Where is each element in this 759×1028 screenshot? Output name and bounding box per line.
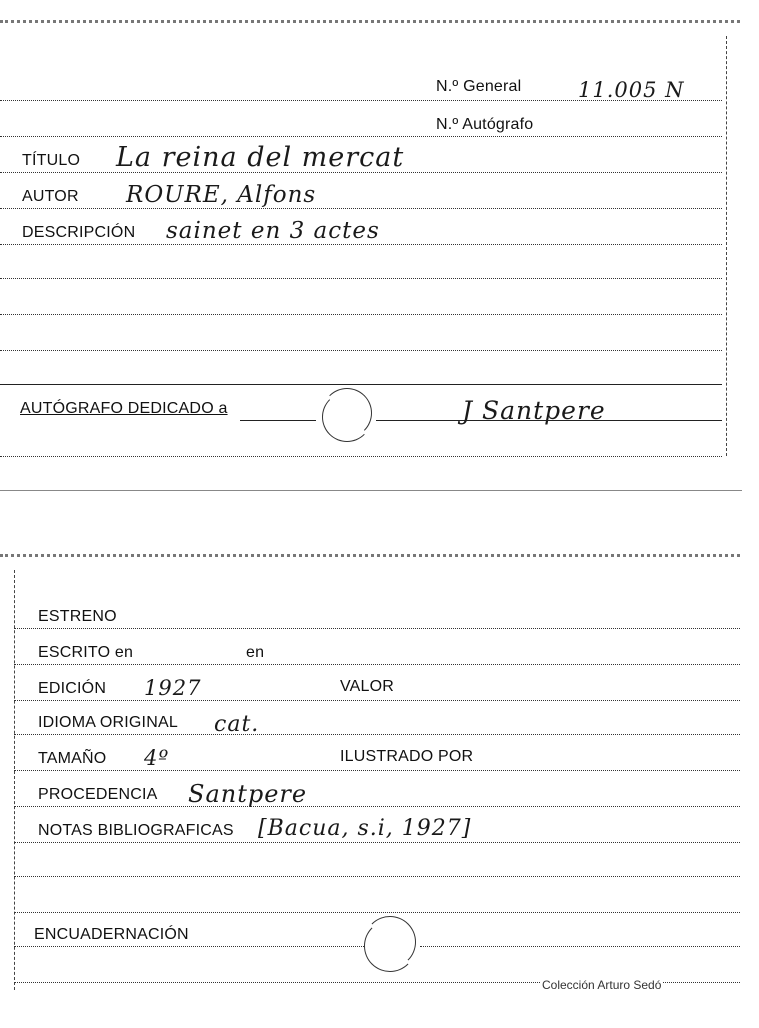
rule-line xyxy=(0,384,722,385)
estreno-label: ESTRENO xyxy=(38,608,117,625)
card-top-edge xyxy=(0,554,740,557)
rule-line xyxy=(14,664,740,665)
rule-line xyxy=(420,946,740,947)
rule-line xyxy=(14,876,740,877)
card-bottom-edge xyxy=(0,490,742,491)
rule-line xyxy=(0,314,722,315)
card-front xyxy=(0,0,759,500)
autor-label: AUTOR xyxy=(22,188,79,205)
procedencia-value: Santpere xyxy=(188,780,308,808)
dedicado-value: J Santpere xyxy=(462,396,606,425)
card-right-edge xyxy=(726,36,727,456)
descripcion-value: sainet en 3 actes xyxy=(166,218,380,244)
ilustrado-label: ILUSTRADO POR xyxy=(340,748,474,765)
autor-value: ROURE, Alfons xyxy=(126,182,317,208)
notas-value: [Bacua, s.i, 1927] xyxy=(258,816,472,841)
encuadernacion-label: ENCUADERNACIÓN xyxy=(34,926,189,943)
general-number-label: N.º General xyxy=(436,78,522,95)
punch-hole xyxy=(322,392,372,442)
procedencia-label: PROCEDENCIA xyxy=(38,786,158,803)
tamano-label: TAMAÑO xyxy=(38,750,107,767)
idioma-label: IDIOMA ORIGINAL xyxy=(38,714,178,731)
rule-line xyxy=(14,770,740,771)
titulo-label: TÍTULO xyxy=(22,152,81,169)
rule-line xyxy=(0,244,722,245)
autografo-number-label: N.º Autógrafo xyxy=(436,116,534,133)
card-left-edge xyxy=(14,570,15,990)
rule-line xyxy=(0,278,722,279)
rule-line xyxy=(14,946,364,947)
card-top-edge xyxy=(0,20,740,23)
rule-line xyxy=(14,806,740,807)
general-number-value: 11.005 N xyxy=(578,78,685,102)
rule-line xyxy=(14,628,740,629)
tamano-value: 4º xyxy=(144,746,170,770)
rule-line xyxy=(14,842,740,843)
dedicado-label: AUTÓGRAFO DEDICADO a xyxy=(20,400,228,417)
idioma-value: cat. xyxy=(214,712,260,737)
rule-line xyxy=(0,172,722,173)
card-back xyxy=(0,500,759,1028)
notas-label: NOTAS BIBLIOGRAFICAS xyxy=(38,822,234,839)
edicion-label: EDICIÓN xyxy=(38,680,107,697)
rule-line xyxy=(376,420,722,421)
rule-line xyxy=(14,700,740,701)
escrito-label: ESCRITO en xyxy=(38,644,134,661)
rule-line xyxy=(0,350,722,351)
edicion-value: 1927 xyxy=(144,676,202,700)
footer-credit: Colección Arturo Sedó xyxy=(542,978,662,992)
descripcion-label: DESCRIPCIÓN xyxy=(22,224,136,241)
rule-line xyxy=(240,420,316,421)
escrito-en-label: en xyxy=(246,644,265,661)
rule-line xyxy=(14,734,740,735)
rule-line xyxy=(0,456,722,457)
valor-label: VALOR xyxy=(340,678,395,695)
rule-line xyxy=(14,912,740,913)
titulo-value: La reina del mercat xyxy=(116,142,405,173)
rule-line xyxy=(0,208,722,209)
rule-line xyxy=(0,136,722,137)
punch-hole xyxy=(364,920,416,972)
